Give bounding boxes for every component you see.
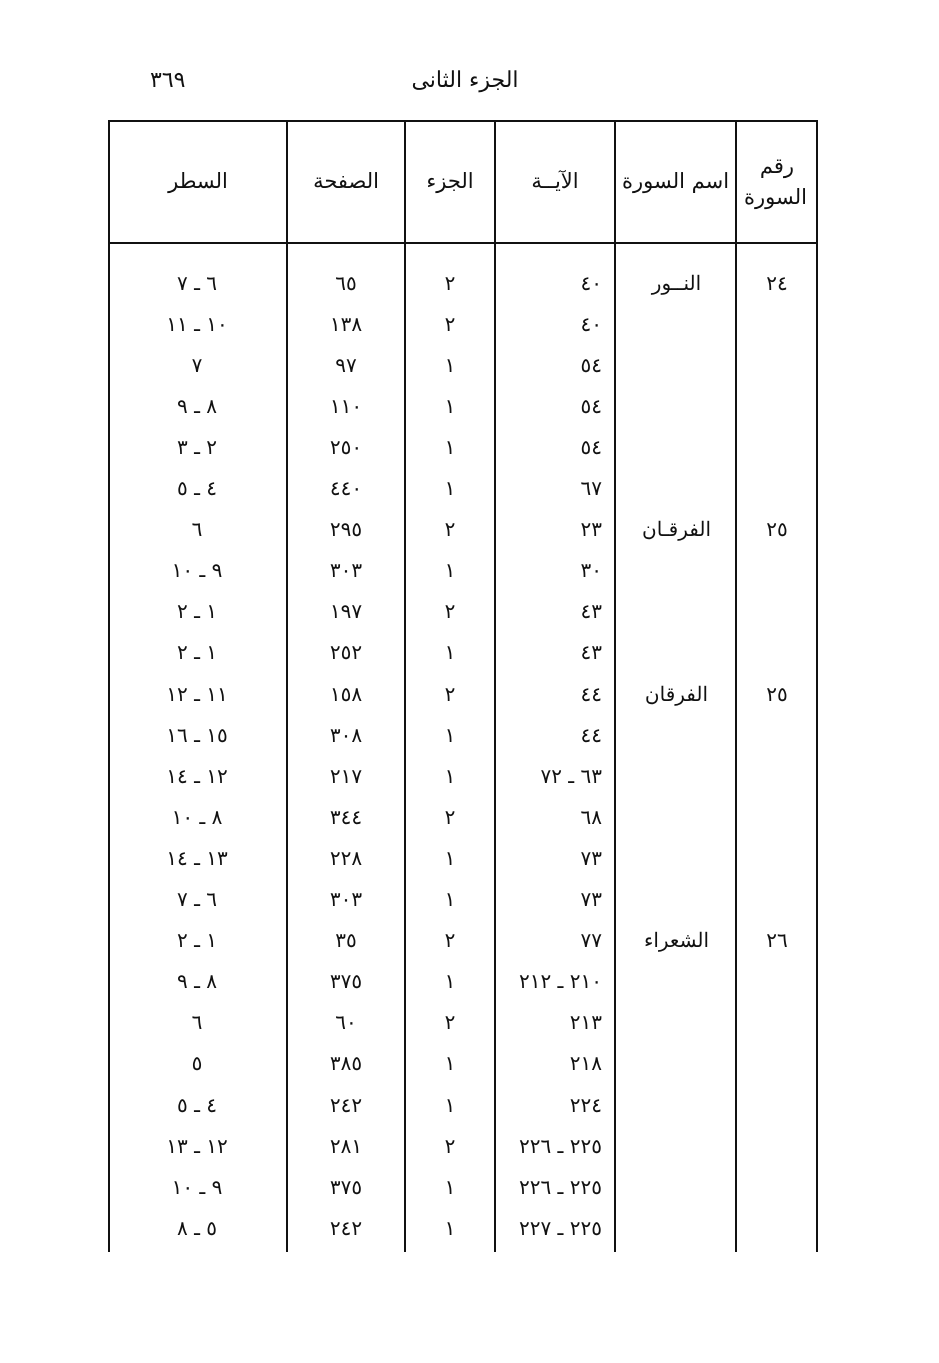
table-row bbox=[108, 1002, 818, 1043]
page-cell: ٢٤٢ bbox=[329, 1215, 363, 1240]
table-row bbox=[108, 509, 818, 550]
sura-number-cell bbox=[737, 468, 817, 509]
page-cell: ٢٥٢ bbox=[329, 640, 363, 665]
juz-cell: ١ bbox=[444, 640, 456, 665]
table-row bbox=[108, 1084, 818, 1125]
sura-name-cell bbox=[618, 1166, 735, 1207]
line-cell: ١٠ ـ ١١ bbox=[166, 311, 228, 336]
sura-number-cell bbox=[737, 755, 817, 796]
aya-cell: ٦٧ bbox=[580, 476, 602, 500]
sura-name-cell bbox=[618, 1002, 735, 1043]
line-cell: ١ ـ ٢ bbox=[176, 928, 218, 953]
page-cell: ٤٤٠ bbox=[329, 476, 363, 500]
juz-cell: ١ bbox=[444, 722, 456, 747]
sura-number-cell bbox=[737, 385, 817, 426]
sura-name-cell bbox=[618, 796, 735, 837]
aya-cell: ٦٨ bbox=[580, 804, 602, 829]
aya-cell: ٢١٠ ـ ٢١٢ bbox=[518, 969, 602, 994]
table-row bbox=[108, 1043, 818, 1084]
header-page: الصفحة bbox=[313, 169, 379, 194]
aya-cell: ٣٠ bbox=[580, 558, 602, 583]
line-cell: ١٢ ـ ١٣ bbox=[166, 1133, 228, 1158]
aya-cell: ٦٣ ـ ٧٢ bbox=[540, 763, 602, 788]
aya-cell: ٥٤ bbox=[580, 352, 602, 377]
page-cell: ٩٧ bbox=[335, 352, 357, 377]
juz-cell: ١ bbox=[444, 352, 456, 377]
page-cell: ١٣٨ bbox=[329, 311, 363, 336]
line-cell: ٦ ـ ٧ bbox=[176, 887, 218, 911]
header-sura-name: اسم السورة bbox=[621, 169, 730, 194]
table-row bbox=[108, 468, 818, 509]
sura-number-cell: ٢٥ bbox=[766, 681, 788, 706]
page-cell: ٣٧٥ bbox=[329, 969, 363, 994]
juz-cell: ٢ bbox=[444, 599, 456, 624]
page-cell: ٣٧٥ bbox=[329, 1174, 363, 1199]
aya-cell: ٤٤ bbox=[580, 681, 602, 706]
page-number: ٣٦٩ bbox=[150, 68, 186, 93]
juz-cell: ٢ bbox=[444, 928, 456, 953]
page-cell: ٣٠٨ bbox=[329, 722, 363, 747]
table-row bbox=[108, 755, 818, 796]
table-row bbox=[108, 1125, 818, 1166]
aya-cell: ٤٠ bbox=[580, 311, 602, 336]
line-cell: ٤ ـ ٥ bbox=[176, 1092, 218, 1117]
juz-cell: ١ bbox=[444, 1092, 456, 1117]
sura-number-cell bbox=[737, 1084, 817, 1125]
page-cell: ١٥٨ bbox=[329, 681, 363, 706]
aya-cell: ٤٤ bbox=[580, 722, 602, 747]
juz-cell: ١ bbox=[444, 1215, 456, 1240]
table-row bbox=[108, 920, 818, 961]
page-cell: ١٩٧ bbox=[329, 599, 363, 624]
sura-number-cell: ٢٤ bbox=[766, 270, 788, 295]
aya-cell: ٢١٣ bbox=[569, 1010, 602, 1035]
sura-name-cell bbox=[618, 591, 735, 632]
aya-cell: ٢٢٥ ـ ٢٢٧ bbox=[518, 1215, 602, 1240]
aya-cell: ٢٢٥ ـ ٢٢٦ bbox=[518, 1174, 602, 1199]
sura-number-cell bbox=[737, 632, 817, 673]
sura-number-cell bbox=[737, 1166, 817, 1207]
sura-number-cell bbox=[737, 426, 817, 467]
sura-number-cell bbox=[737, 879, 817, 920]
page-cell: ٢٢٨ bbox=[329, 845, 363, 870]
running-title: الجزء الثانى bbox=[411, 68, 519, 93]
sura-name-cell: الشعراء bbox=[643, 928, 710, 953]
sura-name-cell bbox=[618, 714, 735, 755]
juz-cell: ١ bbox=[444, 845, 456, 870]
juz-cell: ١ bbox=[444, 476, 456, 500]
aya-cell: ٥٤ bbox=[580, 434, 602, 459]
sura-number-cell bbox=[737, 1043, 817, 1084]
line-cell: ٩ ـ ١٠ bbox=[171, 1174, 223, 1199]
sura-name-cell bbox=[618, 303, 735, 344]
sura-number-cell bbox=[737, 714, 817, 755]
page-cell: ٣٤٤ bbox=[329, 804, 363, 829]
sura-number-cell bbox=[737, 303, 817, 344]
table-row bbox=[108, 591, 818, 632]
sura-number-cell bbox=[737, 550, 817, 591]
sura-name-cell bbox=[618, 1084, 735, 1125]
aya-cell: ٢٢٥ ـ ٢٢٦ bbox=[518, 1133, 602, 1158]
index-table bbox=[108, 120, 818, 1252]
sura-number-cell bbox=[737, 796, 817, 837]
table-row bbox=[108, 426, 818, 467]
sura-number-cell bbox=[737, 1002, 817, 1043]
page-cell: ٣٠٣ bbox=[329, 887, 363, 911]
aya-cell: ٢٣ bbox=[580, 517, 602, 542]
header-line: السطر bbox=[168, 169, 228, 194]
line-cell: ٦ bbox=[191, 1010, 203, 1035]
line-cell: ٨ ـ ٩ bbox=[176, 393, 218, 418]
aya-cell: ٧٧ bbox=[580, 928, 602, 953]
aya-cell: ٢٢٤ bbox=[569, 1092, 602, 1117]
sura-number-cell bbox=[737, 344, 817, 385]
aya-cell: ٢١٨ bbox=[569, 1051, 602, 1076]
table-row bbox=[108, 632, 818, 673]
table-row bbox=[108, 714, 818, 755]
line-cell: ١٣ ـ ١٤ bbox=[166, 845, 228, 870]
line-cell: ١٥ ـ ١٦ bbox=[166, 722, 228, 747]
aya-cell: ٤٣ bbox=[580, 640, 602, 665]
table-row bbox=[108, 1207, 818, 1248]
table-row bbox=[108, 303, 818, 344]
sura-number-cell bbox=[737, 961, 817, 1002]
sura-name-cell bbox=[618, 385, 735, 426]
table-row bbox=[108, 837, 818, 878]
table-row bbox=[108, 344, 818, 385]
sura-name-cell: الفرقان bbox=[644, 681, 709, 706]
line-cell: ٩ ـ ١٠ bbox=[171, 558, 223, 583]
juz-cell: ٢ bbox=[444, 1133, 456, 1158]
table-row bbox=[108, 1166, 818, 1207]
sura-name-cell bbox=[618, 632, 735, 673]
juz-cell: ١ bbox=[444, 763, 456, 788]
sura-number-cell bbox=[737, 591, 817, 632]
juz-cell: ١ bbox=[444, 969, 456, 994]
juz-cell: ١ bbox=[444, 434, 456, 459]
table-row bbox=[108, 879, 818, 920]
line-cell: ٨ ـ ٩ bbox=[176, 969, 218, 994]
line-cell: ١١ ـ ١٢ bbox=[166, 681, 228, 706]
page-header bbox=[110, 62, 820, 102]
sura-name-cell bbox=[618, 837, 735, 878]
table-row bbox=[108, 262, 818, 303]
sura-number-cell: ٢٥ bbox=[766, 517, 788, 542]
page-cell: ٣٨٥ bbox=[329, 1051, 363, 1076]
sura-name-cell bbox=[618, 755, 735, 796]
aya-cell: ٧٣ bbox=[580, 887, 602, 911]
juz-cell: ١ bbox=[444, 558, 456, 583]
sura-number-cell: ٢٦ bbox=[766, 928, 788, 953]
line-cell: ١ ـ ٢ bbox=[176, 599, 218, 624]
header-divider bbox=[108, 242, 818, 244]
header-aya: الآيــة bbox=[531, 169, 579, 194]
line-cell: ٦ bbox=[191, 517, 203, 542]
sura-name-cell bbox=[618, 1125, 735, 1166]
aya-cell: ٧٣ bbox=[580, 845, 602, 870]
sura-number-cell bbox=[737, 1125, 817, 1166]
header-juz: الجزء bbox=[426, 169, 474, 194]
juz-cell: ٢ bbox=[444, 270, 456, 295]
page-cell: ١١٠ bbox=[329, 393, 363, 418]
aya-cell: ٥٤ bbox=[580, 393, 602, 418]
table-row bbox=[108, 673, 818, 714]
line-cell: ٢ ـ ٣ bbox=[176, 434, 218, 459]
line-cell: ٦ ـ ٧ bbox=[176, 270, 218, 295]
page-cell: ٣٥ bbox=[335, 928, 357, 953]
sura-name-cell bbox=[618, 468, 735, 509]
line-cell: ٨ ـ ١٠ bbox=[171, 804, 223, 829]
page-cell: ٢٩٥ bbox=[329, 517, 363, 542]
line-cell: ١ ـ ٢ bbox=[176, 640, 218, 665]
juz-cell: ٢ bbox=[444, 517, 456, 542]
juz-cell: ١ bbox=[444, 1174, 456, 1199]
sura-name-cell: الفرقـان bbox=[642, 517, 712, 542]
sura-number-cell bbox=[737, 837, 817, 878]
page-cell: ٢٤٢ bbox=[329, 1092, 363, 1117]
sura-name-cell bbox=[618, 879, 735, 920]
sura-name-cell bbox=[618, 426, 735, 467]
line-cell: ٥ bbox=[191, 1051, 203, 1076]
line-cell: ٤ ـ ٥ bbox=[176, 476, 218, 500]
sura-number-cell bbox=[737, 1207, 817, 1248]
page-cell: ٦٠ bbox=[335, 1010, 357, 1035]
page-cell: ٢٥٠ bbox=[329, 434, 363, 459]
page-cell: ٣٠٣ bbox=[329, 558, 363, 583]
page-cell: ٢١٧ bbox=[329, 763, 363, 788]
juz-cell: ٢ bbox=[444, 681, 456, 706]
sura-name-cell bbox=[618, 344, 735, 385]
table-row bbox=[108, 796, 818, 837]
page-cell: ٢٨١ bbox=[329, 1133, 363, 1158]
juz-cell: ١ bbox=[444, 887, 456, 911]
juz-cell: ١ bbox=[444, 1051, 456, 1076]
line-cell: ٧ bbox=[191, 352, 203, 377]
header-sura-number: رقم السورة bbox=[744, 153, 807, 209]
sura-name-cell: النــور bbox=[651, 270, 702, 295]
juz-cell: ٢ bbox=[444, 311, 456, 336]
line-cell: ٥ ـ ٨ bbox=[176, 1215, 218, 1240]
sura-name-cell bbox=[618, 1043, 735, 1084]
aya-cell: ٤٠ bbox=[580, 270, 602, 295]
aya-cell: ٤٣ bbox=[580, 599, 602, 624]
juz-cell: ٢ bbox=[444, 804, 456, 829]
juz-cell: ١ bbox=[444, 393, 456, 418]
table-row bbox=[108, 385, 818, 426]
line-cell: ١٢ ـ ١٤ bbox=[166, 763, 228, 788]
sura-name-cell bbox=[618, 961, 735, 1002]
sura-name-cell bbox=[618, 1207, 735, 1248]
juz-cell: ٢ bbox=[444, 1010, 456, 1035]
table-row bbox=[108, 961, 818, 1002]
sura-name-cell bbox=[618, 550, 735, 591]
table-row bbox=[108, 550, 818, 591]
page-cell: ٦٥ bbox=[335, 270, 357, 295]
